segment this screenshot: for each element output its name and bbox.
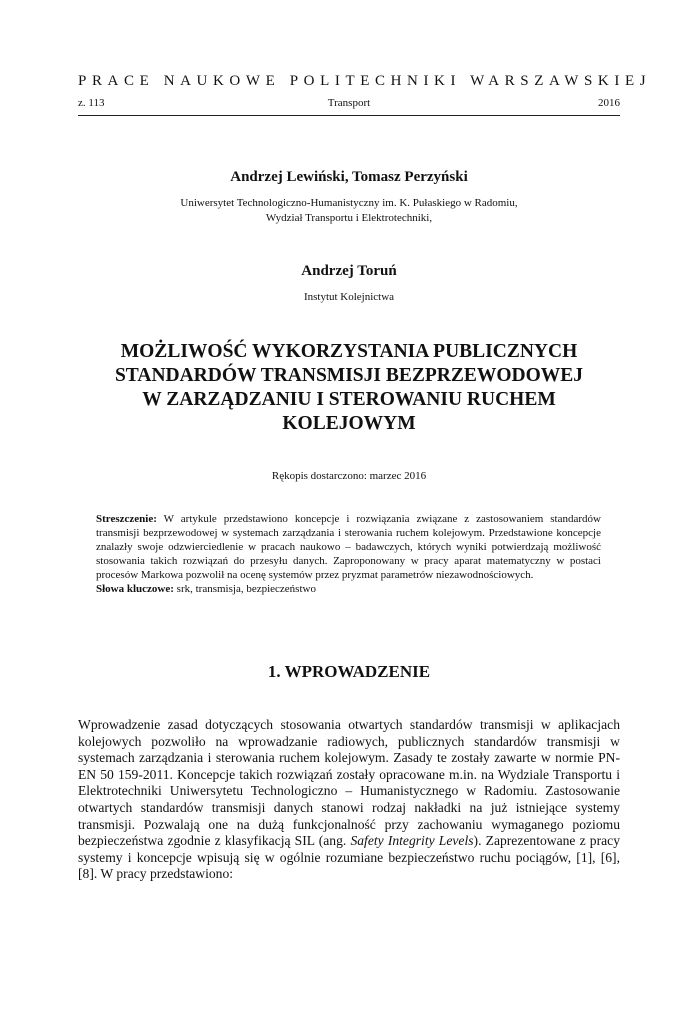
keywords-text: srk, transmisja, bezpieczeństwo [176, 583, 316, 595]
keywords [96, 582, 601, 596]
header-rule [78, 115, 620, 116]
body-paragraph [78, 717, 620, 883]
journal-name: PRACE NAUKOWE POLITECHNIKI WARSZAWSKIEJ [78, 73, 652, 89]
publication-year: 2016 [598, 97, 620, 109]
abstract-label: Streszczenie: [96, 513, 157, 525]
section-heading: 1. WPROWADZENIE [267, 662, 431, 681]
title-line-3: W ZARZĄDZANIU I STEROWANIU RUCHEM [142, 389, 556, 410]
keywords-label: Słowa kluczowe: [96, 583, 174, 595]
author-names-2: Andrzej Toruń [301, 263, 397, 279]
body-italic-term: Safety Integrity Levels [350, 833, 474, 849]
received-date: Rękopis dostarczono: marzec 2016 [271, 470, 427, 482]
affiliation-2: Instytut Kolejnictwa [303, 291, 395, 303]
paper-title [78, 340, 620, 436]
title-line-4: KOLEJOWYM [282, 413, 416, 434]
title-line-2: STANDARDÓW TRANSMISJI BEZPRZEWODOWEJ [114, 365, 584, 386]
affiliation-1-line2: Wydział Transportu i Elektrotechniki, [265, 212, 433, 224]
abstract-text: W artykule przedstawiono koncepcje i rozwiązania związane z zastosowaniem standardów transmisji bezprzewodowej w systemach zarządzania i sterowania ruchem kolejowym. Przedstawione koncepcje znalazły swoje odzwierciedlenie w pracach naukowo – badawczych, których wyniki potwierdzają możliwość stosowania takich rozwiązań do przesyłu danych. Zaproponowany w pracy aparat matematyczny w postaci procesów Markowa pozwolił na ocenę systemów przez pryzmat parametrów niezawodnościowych. [96, 513, 601, 581]
journal-field: Transport [327, 97, 371, 109]
affiliation-1-line1: Uniwersytet Technologiczno-Humanistyczny im. K. Pułaskiego w Radomiu, [180, 197, 518, 209]
affiliation-1 [78, 196, 620, 226]
body-text-1: Wprowadzenie zasad dotyczących stosowania otwartych standardów transmisji w aplikacjach kolejowych pozwoliło na wprowadzanie radiowych, publicznych standardów transmisji w systemach zarządzania i sterowania ruchem kolejowym. Zasady te zostały zawarte w normie PN-EN 50 159-2011. Koncepcje takich rozwiązań zostały opracowane m.in. na Wydziale Transportu i Elektrotechniki Uniwersytetu Technologiczno – Humanistycznego w Radomiu. Zastosowanie otwartych standardów transmisji danych stanowi rodzaj nakładki na już istniejące systemy transmisji. Pozwalają one na dużą funkcjonalność przy zachowaniu wymaganego poziomu bezpieczeństwa zgodnie z klasyfikacją SIL (ang. [78, 717, 620, 849]
volume-number: z. 113 [78, 97, 105, 109]
abstract [96, 512, 601, 596]
abstract-paragraph [96, 512, 601, 582]
title-line-1: MOŻLIWOŚĆ WYKORZYSTANIA PUBLICZNYCH [120, 341, 578, 362]
body-text-2: ). Zaprezentowane z pracy systemy i koncepcje wpisują się w ogólnie rozumiane bezpieczeństwo ruchu pociągów, [1], [6], [8]. W pracy przedstawiono: [78, 833, 620, 882]
author-names-1: Andrzej Lewiński, Tomasz Perzyński [230, 169, 468, 185]
